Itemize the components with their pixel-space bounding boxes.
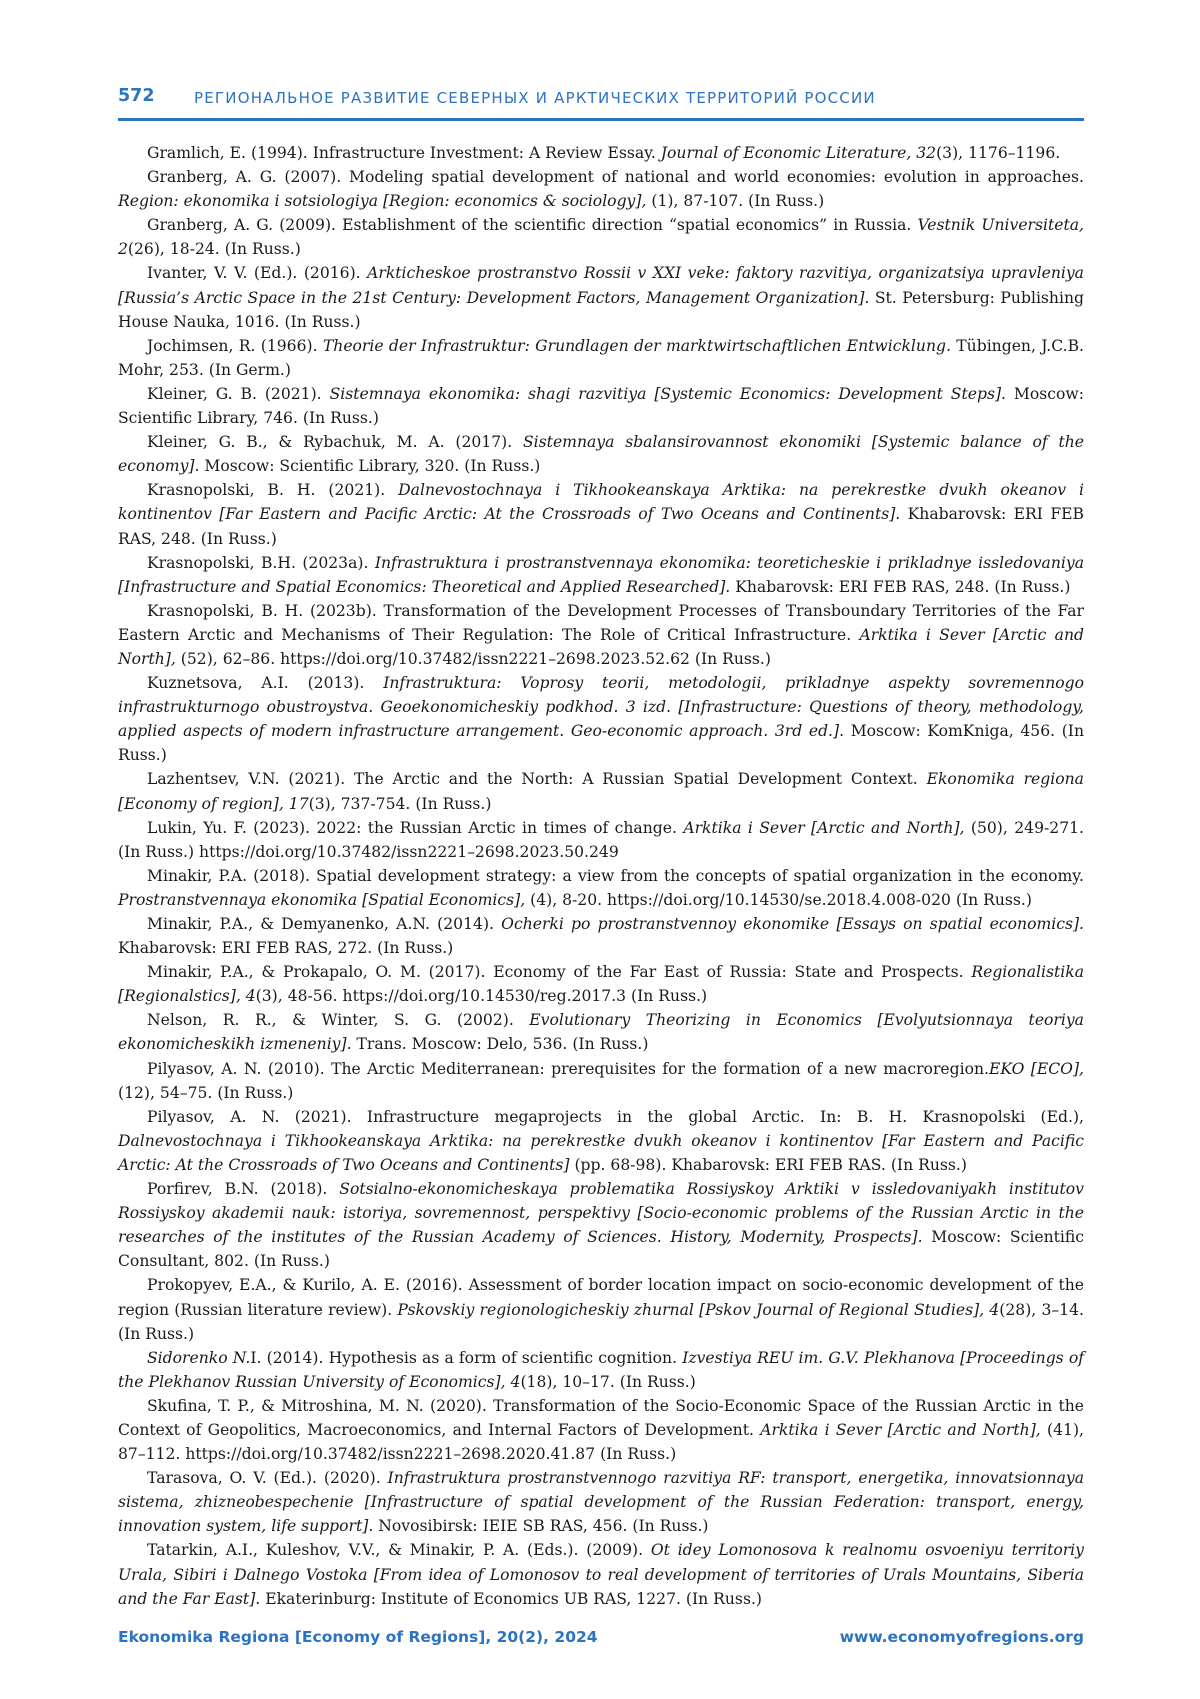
reference-text: Trans. Moscow: Delo, 536. (In Russ.) [351, 1035, 649, 1054]
reference-italic-text: Arktika i Sever [Arctic and North], [118, 625, 1084, 668]
reference-entry [118, 864, 1084, 912]
reference-italic-text: Ot idey Lomonosova k realnomu osvoeniyu territoriy Urala, Sibiri i Dalnego Vostoka [From idea of Lomonosov to real development of territories of Urals Mountains, Siberia and the Far East]. [118, 1541, 1084, 1608]
reference-text: St. Petersburg: Publishing House Nauka, 1016. (In Russ.) [118, 288, 1084, 331]
reference-text: Moscow: Scientific Library, 320. (In Russ.) [199, 457, 541, 476]
reference-text: Pilyasov, A. N. (2021). Infrastructure megaprojects in the global Arctic. In: B. H. Krasnopolski (Ed.), [147, 1107, 1084, 1126]
reference-text: Moscow: Scientific Consultant, 802. (In Russ.) [118, 1228, 1084, 1271]
reference-text: Nelson, R. R., & Winter, S. G. (2002). [147, 1011, 530, 1030]
reference-italic-text: Sistemnaya ekonomika: shagi razvitiya [Systemic Economics: Development Steps]. [329, 384, 1006, 403]
reference-italic-text: Arktika i Sever [Arctic and North], [760, 1420, 1041, 1439]
reference-italic-text: Sidorenko N. [147, 1348, 251, 1367]
reference-italic-text: Dalnevostochnaya i Tikhookeanskaya Arktika: na perekrestke dvukh okeanov i kontinentov [Far Eastern and Pacific Arctic: At the Crossroads of Two Oceans and Continents] [118, 1131, 1084, 1174]
reference-text: (3), 737-754. (In Russ.) [308, 794, 492, 813]
reference-text: Khabarovsk: ERI FEB RAS, 248. (In Russ.) [730, 577, 1071, 596]
reference-entry [118, 960, 1084, 1008]
reference-italic-text: Infrastruktura i prostranstvennaya ekonomika: teoreticheskie i prikladnye issledovaniya [Infrastructure and Spatial Economics: Theoretical and Applied Researched]. [118, 553, 1084, 596]
reference-text: Pilyasov, A. N. (2010). The Arctic Mediterranean: prerequisites for the formation of a new macroregion. [147, 1059, 989, 1078]
reference-text: (3), 1176–1196. [936, 144, 1061, 162]
reference-text: Khabarovsk: ERI FEB RAS, 248. (In Russ.) [118, 505, 1084, 548]
reference-text: Jochimsen, R. (1966). [147, 336, 323, 355]
journal-website-link[interactable]: www.economyofregions.org [839, 1628, 1084, 1646]
reference-text: (26), 18-24. (In Russ.) [127, 240, 301, 259]
reference-list [118, 141, 1084, 1611]
reference-italic-text: Regionalistika [Regionalstics], 4 [118, 963, 1084, 1006]
reference-entry [118, 213, 1084, 261]
reference-italic-text: Dalnevostochnaya i Tikhookeanskaya Arktika: na perekrestke dvukh okeanov i kontinentov [Far Eastern and Pacific Arctic: At the Crossroads of Two Oceans and Continents]. [118, 481, 1085, 524]
reference-entry [118, 551, 1084, 599]
reference-text: (4), 8-20. https://doi.org/10.14530/se.2018.4.008-020 (In Russ.) [525, 890, 1032, 909]
reference-text: (pp. 68-98). Khabarovsk: ERI FEB RAS. (In Russ.) [569, 1155, 967, 1174]
reference-italic-text: Prostranstvennaya ekonomika [Spatial Economics], [118, 890, 526, 909]
reference-entry [118, 599, 1084, 671]
reference-text: (1), 87-107. (In Russ.) [646, 192, 825, 211]
reference-italic-text: Ocherki po prostranstvennoy ekonomike [Essays on spatial economics]. [501, 915, 1085, 933]
reference-entry [118, 912, 1084, 960]
reference-text: Minakir, P.A., & Prokapalo, O. M. (2017). Economy of the Far East of Russia: State and Prospects. [147, 963, 972, 982]
reference-text: (41), 87–112. https://doi.org/10.37482/issn2221–2698.2020.41.87 (In Russ.) [118, 1420, 1084, 1464]
reference-text: Ekaterinburg: Institute of Economics UB RAS, 1227. (In Russ.) [260, 1589, 762, 1608]
reference-entry [118, 1057, 1084, 1105]
reference-text: (28), 3–14. (In Russ.) [118, 1300, 1084, 1343]
reference-entry [118, 382, 1084, 430]
reference-text: Gramlich, E. (1994). Infrastructure Investment: A Review Essay. [147, 144, 661, 162]
reference-italic-text: Vestnik Universiteta, 2 [118, 216, 1085, 259]
reference-text: (3), 48-56. https://doi.org/10.14530/reg.2017.3 (In Russ.) [255, 987, 708, 1006]
reference-text: (50), 249-271. (In Russ.) https://doi.org/10.37482/issn2221–2698.2023.50.249 [118, 818, 1084, 861]
reference-entry [118, 334, 1084, 382]
reference-text: Krasnopolski, B.H. (2023a). [147, 553, 375, 572]
reference-italic-text: Pskovskiy regionologicheskiy zhurnal [Pskov Journal of Regional Studies], 4 [397, 1300, 1000, 1319]
reference-italic-text: Ekonomika regiona [Economy of region], 17 [118, 770, 1084, 813]
reference-italic-text: Sistemnaya sbalansirovannost ekonomiki [Systemic balance of the economy]. [118, 433, 1084, 476]
reference-text: (18), 10–17. (In Russ.) [520, 1372, 696, 1391]
reference-text: Kuznetsova, A.I. (2013). [147, 674, 384, 693]
page-header [118, 84, 1084, 121]
reference-text: Prokopyev, E.A., & Kurilo, A. E. (2016). Assessment of border location impact on socio-economic development of the region (Russian literature review). [118, 1276, 1084, 1319]
reference-text: Granberg, A. G. (2009). Establishment of the scientific direction “spatial economics” in Russia. [147, 216, 918, 235]
journal-citation: Ekonomika Regiona [Economy of Regions], 20(2), 2024 [118, 1628, 598, 1646]
reference-italic-text: Infrastruktura prostranstvennogo razvitiya RF: transport, energetika, innovatsionnaya sistema, zhizneobespechenie [Infrastructure of spatial development of the Russian Federation: transport, energy, innovation system, life support]. [118, 1469, 1084, 1536]
reference-text: (52), 62–86. https://doi.org/10.37482/issn2221–2698.2023.52.62 (In Russ.) [175, 649, 771, 668]
reference-text: Tübingen, J.C.B. Mohr, 253. (In Germ.) [118, 336, 1084, 379]
reference-text: Minakir, P.A. (2018). Spatial development strategy: a view from the concepts of spatial organization in the economy. [147, 866, 1084, 885]
reference-italic-text: Region: ekonomika i sotsiologiya [Region: economics & sociology], [118, 192, 647, 211]
reference-text: Skufina, T. P., & Mitroshina, M. N. (2020). Transformation of the Socio-Economic Space of the Russian Arctic in the Context of Geopolitics, Macroeconomics, and Internal Factors of Development. [118, 1396, 1084, 1439]
reference-entry [118, 165, 1084, 213]
reference-text: Novosibirsk: IEIE SB RAS, 456. (In Russ.) [373, 1517, 709, 1536]
reference-entry [118, 430, 1084, 478]
reference-italic-text: Izvestiya REU im. G.V. Plekhanova [Proceedings of the Plekhanov Russian University of Economics], 4 [118, 1348, 1084, 1391]
reference-text: Moscow: Scientific Library, 746. (In Russ.) [118, 384, 1084, 428]
reference-italic-text: Theorie der Infrastruktur: Grundlagen der marktwirtschaftlichen Entwicklung. [322, 336, 951, 355]
reference-entry [118, 1008, 1084, 1056]
reference-text: Krasnopolski, B. H. (2023b). Transformation of the Development Processes of Transboundary Territories of the Far Eastern Arctic and Mechanisms of Their Regulation: The Role of Critical Infrastructure. [118, 601, 1084, 644]
reference-italic-text: Journal of Economic Literature, 32 [660, 144, 937, 162]
reference-italic-text: Arkticheskoe prostranstvo Rossii v XXI veke: faktory razvitiya, organizatsiya upravleniya [Russia’s Arctic Space in the 21st Century: Development Factors, Management Organization]. [118, 264, 1084, 307]
reference-text: Kleiner, G. B. (2021). [147, 384, 330, 403]
reference-italic-text: Sotsialno-ekonomicheskaya problematika Rossiyskoy Arktiki v issledovaniyakh institutov Rossiyskoy akademii nauk: istoriya, sovremennost, perspektivy [Socio-economic problems of the Russian Arctic in the researches of the institutes of the Russian Academy of Sciences. History, Modernity, Prospects]. [118, 1180, 1084, 1247]
reference-text: Khabarovsk: ERI FEB RAS, 272. (In Russ.) [118, 939, 454, 958]
reference-text: Kleiner, G. B., & Rybachuk, M. A. (2017). [147, 433, 523, 452]
reference-italic-text: EKO [ECO], [988, 1059, 1084, 1078]
reference-entry [118, 816, 1084, 864]
reference-text: I. (2014). Hypothesis as a form of scientific cognition. [250, 1348, 683, 1367]
reference-text: Tatarkin, A.I., Kuleshov, V.V., & Minakir, P. A. (Eds.). (2009). [147, 1541, 651, 1560]
reference-italic-text: Arktika i Sever [Arctic and North], [683, 818, 965, 837]
reference-entry [118, 1177, 1084, 1273]
reference-italic-text: Evolutionary Theorizing in Economics [Evolyutsionnaya teoriya ekonomicheskikh izmeneniy]. [118, 1011, 1084, 1054]
reference-entry [118, 1538, 1084, 1610]
running-title: РЕГИОНАЛЬНОЕ РАЗВИТИЕ СЕВЕРНЫХ И АРКТИЧЕСКИХ ТЕРРИТОРИЙ РОССИИ [194, 89, 876, 107]
reference-text: Lazhentsev, V.N. (2021). The Arctic and the North: A Russian Spatial Development Context. [147, 770, 927, 789]
reference-entry [118, 671, 1084, 767]
reference-text: Granberg, A. G. (2007). Modeling spatial development of national and world economies: evolution in approaches. [147, 168, 1084, 187]
reference-text: Lukin, Yu. F. (2023). 2022: the Russian Arctic in times of change. [147, 818, 684, 837]
reference-italic-text: Infrastruktura: Voprosy teorii, metodologii, prikladnye aspekty sovremennogo infrastrukturnogo obustroystva. Geoekonomicheskiy podkhod. 3 izd. [Infrastructure: Questions of theory, methodology, applied aspects of modern infrastructure arrangement. Geo-economic approach. 3rd ed.]. [118, 674, 1084, 741]
reference-entry [118, 1105, 1084, 1177]
reference-text: Minakir, P.A., & Demyanenko, A.N. (2014). [147, 915, 502, 933]
reference-entry [118, 1346, 1084, 1394]
reference-text: Ivanter, V. V. (Ed.). (2016). [147, 264, 368, 283]
reference-text: (12), 54–75. (In Russ.) [118, 1083, 294, 1102]
reference-text: Tarasova, O. V. (Ed.). (2020). [147, 1469, 388, 1488]
page-number: 572 [118, 86, 155, 106]
reference-entry [118, 1466, 1084, 1538]
reference-text: Porfirev, B.N. (2018). [147, 1180, 340, 1199]
reference-entry [118, 767, 1084, 815]
reference-entry [118, 478, 1084, 550]
reference-text: Krasnopolski, B. H. (2021). [147, 481, 399, 500]
reference-entry [118, 261, 1084, 333]
reference-entry [118, 1273, 1084, 1345]
reference-entry [118, 141, 1084, 165]
reference-entry [118, 1394, 1084, 1466]
reference-text: Moscow: KomKniga, 456. (In Russ.) [118, 722, 1084, 765]
page-footer [118, 1628, 1084, 1658]
